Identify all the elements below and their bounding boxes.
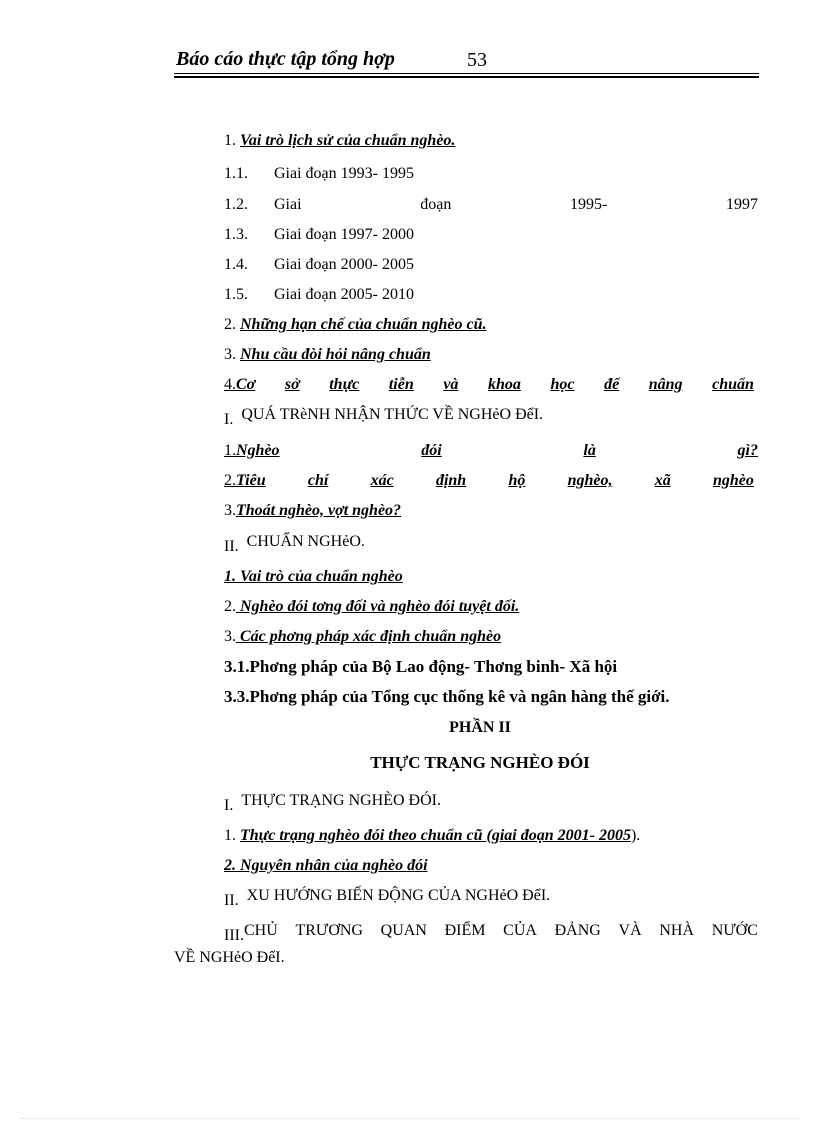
toc-word: chuẩn: [712, 376, 754, 393]
toc-line-1-2: [224, 195, 758, 215]
section-word: CHỦ: [243, 922, 278, 939]
toc-number: 3.: [224, 628, 236, 645]
toc-word: xã: [654, 472, 671, 489]
toc-line-II-3-1: 3.1.Phơng pháp của Bộ Lao động- Thơng binh- Xã hội: [224, 657, 618, 676]
toc-word: thực: [329, 376, 360, 393]
header-rule-thick: [174, 76, 759, 78]
toc-line-1: [224, 131, 455, 151]
toc-text: Các phơng pháp xác định chuẩn nghèo: [236, 628, 502, 645]
section-title: CHUẨN NGHẻO.: [246, 533, 365, 550]
toc-word: nghèo,: [567, 472, 613, 489]
toc-line-II-3-3: 3.3.Phơng pháp của Tổng cục thống kê và ngân hàng thế giới.: [224, 687, 670, 706]
toc-word: là: [583, 442, 596, 459]
toc-text: Vai trò lịch sử của chuẩn nghèo.: [240, 132, 456, 149]
section-word: QUAN: [380, 922, 427, 939]
toc-number: 1.: [224, 827, 236, 844]
toc-text: Nhu cầu đòi hỏi nâng chuẩn: [240, 346, 431, 363]
section-P2-III: [224, 921, 758, 944]
toc-line-P2-1: [224, 826, 640, 846]
toc-word: xác: [370, 472, 394, 489]
toc-line-1-4: [224, 255, 414, 275]
page-number: 53: [467, 49, 487, 71]
header-title: Báo cáo thực tập tổng hợp: [176, 48, 395, 70]
section-title: QUÁ TRèNH NHẬN THỨC VỀ NGHẻO ĐểI.: [241, 406, 544, 423]
toc-line-I-3: [224, 501, 401, 521]
toc-text: Giai đoạn 2000- 2005: [274, 256, 414, 273]
part-subtitle: THỰC TRẠNG NGHÈO ĐÓI: [370, 753, 590, 772]
section-III-I: [224, 791, 441, 814]
toc-word: để: [604, 376, 620, 393]
toc-number: 4.: [224, 376, 236, 393]
section-P2-III-continued: VỀ NGHẻO ĐểI.: [174, 949, 285, 966]
section-number: II.: [224, 892, 239, 909]
toc-line-4: [224, 375, 754, 395]
toc-number: 2.: [224, 316, 236, 333]
section-word: ĐIỂM: [444, 922, 486, 939]
toc-text: Những hạn chế của chuẩn nghèo cũ.: [240, 316, 487, 333]
section-word: NHÀ: [659, 922, 694, 939]
section-word: ĐẢNG: [554, 922, 601, 939]
toc-word: Giai: [274, 196, 302, 213]
section-number: II.: [224, 538, 239, 555]
toc-text: Nghèo đói tơng đối và nghèo đói tuyệt đối.: [236, 598, 520, 615]
section-word: CỦA: [503, 922, 537, 939]
toc-line-II-3: [224, 627, 501, 647]
toc-word: nghèo: [713, 472, 754, 489]
toc-line-II-2: [224, 597, 519, 617]
section-title: XU HƯỚNG BIẾN ĐỘNG CỦA NGHẻO ĐểI.: [246, 887, 551, 904]
toc-number: 1.1.: [224, 165, 248, 182]
page-bottom-dotted-line: [20, 1118, 800, 1119]
toc-line-1-3: [224, 225, 414, 245]
toc-word: hộ: [508, 472, 526, 489]
toc-word: đoạn: [420, 196, 452, 213]
toc-line-I-2: [224, 471, 754, 491]
toc-number: 1.: [224, 132, 236, 149]
toc-number: 1.: [224, 442, 236, 459]
toc-word: Cơ: [236, 376, 256, 393]
section-number: III.: [224, 927, 244, 944]
section-number: I.: [224, 411, 234, 428]
section-I: [224, 405, 544, 428]
toc-number: 1.3.: [224, 226, 248, 243]
toc-number: 1.4.: [224, 256, 248, 273]
toc-number: 1.5.: [224, 286, 248, 303]
toc-text: Giai đoạn 2005- 2010: [274, 286, 414, 303]
toc-line-I-1: [224, 441, 758, 461]
toc-number: 3.: [224, 346, 236, 363]
toc-tail: ).: [630, 827, 641, 844]
section-word: NƯỚC: [711, 922, 758, 939]
section-II: [224, 532, 365, 555]
toc-line-P2-2: 2. Nguyên nhân của nghèo đói: [224, 857, 428, 874]
toc-word: và: [443, 376, 459, 393]
toc-number: 1.2.: [224, 196, 248, 213]
toc-word: gì?: [737, 442, 758, 459]
header-rule-thin: [174, 73, 759, 74]
toc-text: Giai đoạn 1993- 1995: [274, 165, 414, 182]
section-P2-II: [224, 886, 551, 909]
section-word: VÀ: [618, 922, 642, 939]
toc-line-II-1: 1. Vai trò của chuẩn nghèo: [224, 568, 403, 585]
toc-number: 2.: [224, 472, 236, 489]
toc-word: Tiêu: [236, 472, 266, 489]
toc-number: 3.: [224, 502, 236, 519]
toc-word: định: [435, 472, 467, 489]
section-word: TRƯƠNG: [295, 922, 363, 939]
toc-line-1-1: [224, 164, 414, 184]
toc-word: khoa: [488, 376, 521, 393]
toc-word: sở: [284, 376, 300, 393]
toc-text: Giai đoạn 1997- 2000: [274, 226, 414, 243]
toc-word: học: [550, 376, 575, 393]
toc-word: nâng: [648, 376, 683, 393]
section-number: I.: [224, 797, 234, 814]
toc-line-1-5: [224, 285, 414, 305]
toc-text: Thoát nghèo, vợt nghèo?: [236, 502, 402, 519]
toc-word: Nghèo: [236, 442, 280, 459]
toc-word: đói: [421, 442, 442, 459]
toc-text: Thực trạng nghèo đói theo chuẩn cũ (giai đoạn 2001- 2005: [240, 827, 631, 844]
toc-word: 1997: [726, 196, 758, 213]
toc-line-3: [224, 345, 431, 365]
toc-word: 1995-: [570, 196, 608, 213]
toc-line-2: [224, 315, 487, 335]
toc-word: tiễn: [388, 376, 414, 393]
part-title: PHẦN II: [449, 719, 511, 736]
toc-word: chí: [307, 472, 329, 489]
section-title: THỰC TRẠNG NGHÈO ĐÓI.: [241, 792, 441, 809]
toc-number: 2.: [224, 598, 236, 615]
